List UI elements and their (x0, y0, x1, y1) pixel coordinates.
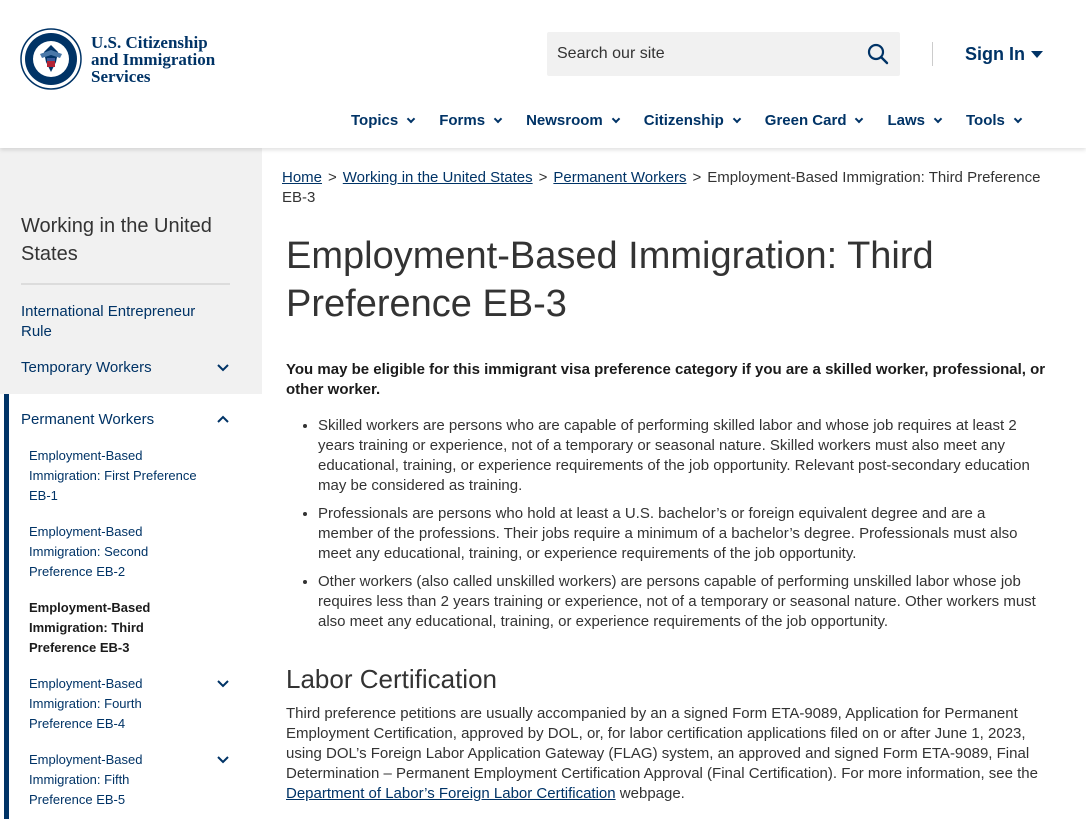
list-item: • Professionals are persons who hold at least a U.S. bachelor’s or foreign equivalent degree and are a member of the professions. Their jobs require a minimum of a bachelor’s degree. Professionals must also meet any educational, training, or experience requirements of the job opportunity. (318, 504, 1042, 564)
breadcrumb-separator: > (692, 169, 702, 186)
logo-line-3: Services (91, 66, 151, 86)
caret-down-icon (1031, 51, 1043, 58)
chevron-down-icon (733, 114, 741, 122)
main-nav (351, 112, 1046, 129)
breadcrumb-working-in-us[interactable]: Working in the United States (342, 169, 533, 186)
sidebar-item-temporary-workers[interactable]: Temporary Workers (21, 359, 152, 376)
uscis-logo[interactable] (20, 28, 215, 90)
chevron-down-icon (1014, 114, 1022, 122)
sign-in-label: Sign In (965, 44, 1025, 64)
page-title: Employment-Based Immigration: Third Preference EB-3 (286, 235, 934, 325)
breadcrumb (282, 168, 1052, 208)
site-header (0, 0, 1086, 148)
chevron-up-icon[interactable] (216, 412, 230, 426)
dol-foreign-labor-link[interactable]: Department of Labor’s Foreign Labor Certification (286, 785, 616, 802)
eligibility-list (318, 416, 1042, 640)
nav-label: Newsroom (526, 112, 603, 129)
sidebar-item-permanent-workers[interactable]: Permanent Workers (21, 411, 155, 428)
nav-tools[interactable] (966, 112, 1021, 129)
sidebar-subitem-eb4[interactable]: Employment-Based Immigration: Fourth Preference EB-4 (29, 676, 143, 731)
nav-label: Laws (887, 112, 925, 129)
sidebar-subitem-eb5[interactable]: Employment-Based Immigration: Fifth Preference EB-5 (29, 752, 143, 807)
sidebar-divider (21, 283, 230, 285)
nav-citizenship[interactable] (644, 112, 740, 129)
breadcrumb-current: Employment-Based Immigration: Third Preference EB-3 (282, 169, 1041, 206)
chevron-down-icon (407, 114, 415, 122)
header-divider (932, 42, 933, 66)
labor-certification-text (286, 704, 1046, 804)
breadcrumb-separator: > (328, 169, 337, 186)
breadcrumb-permanent-workers[interactable]: Permanent Workers (553, 169, 687, 186)
nav-topics[interactable] (351, 112, 414, 129)
paragraph-text: Third preference petitions are usually accompanied by an a signed Form ETA-9089, Application for Permanent Employment Certification, approved by DOL, or, for labor certification applications filed on or after June 1, 2023, using DOL’s Foreign Labor Application Gateway (FLAG) system, an approved and signed Form ETA-9089, Final Determination – Permanent Employment Certification Approval (Final Certification). For more information, see the (286, 705, 1038, 782)
nav-label: Forms (439, 112, 486, 129)
chevron-down-icon[interactable] (216, 361, 230, 375)
logo-line-2: and Immigration (91, 49, 216, 69)
search-box (547, 32, 900, 76)
nav-newsroom[interactable] (526, 112, 619, 129)
sidebar-subitem-eb1[interactable]: Employment-Based Immigration: First Preference EB-1 (29, 448, 197, 503)
nav-label: Green Card (764, 112, 847, 129)
nav-green-card[interactable] (765, 112, 863, 129)
list-item: • Other workers (also called unskilled workers) are persons capable of performing unskilled labor whose job requires less than 2 years training or experience, not of a temporary or seasonal nature. Other workers must also meet any educational, training, or experience requirements of the job opportunity. (318, 572, 1042, 632)
breadcrumb-separator: > (538, 169, 548, 186)
chevron-down-icon[interactable] (216, 753, 230, 767)
chevron-down-icon (494, 114, 502, 122)
dhs-seal-icon (20, 28, 82, 90)
nav-laws[interactable] (887, 112, 941, 129)
search-icon[interactable] (866, 42, 890, 66)
active-section-indicator (4, 394, 9, 819)
chevron-down-icon (612, 114, 620, 122)
nav-label: Tools (966, 112, 1005, 129)
chevron-down-icon (855, 114, 863, 122)
nav-label: Citizenship (643, 112, 724, 129)
breadcrumb-home[interactable]: Home (282, 169, 323, 186)
sign-in-button[interactable] (965, 44, 1043, 65)
chevron-down-icon[interactable] (216, 677, 230, 691)
sidebar-subitem-eb3[interactable]: Employment-Based Immigration: Third Preference EB-3 (29, 600, 151, 655)
logo-line-1: U.S. Citizenship (91, 32, 208, 52)
nav-forms[interactable] (439, 112, 501, 129)
logo-wordmark (91, 34, 215, 85)
intro-text: You may be eligible for this immigrant visa preference category if you are a skilled worker, professional, or other worker. (286, 361, 1046, 398)
sidebar-title[interactable]: Working in the United States (21, 215, 212, 265)
sidebar-nav (0, 148, 262, 819)
main-content (262, 148, 1086, 819)
paragraph-text-end: webpage. (619, 785, 685, 802)
list-item: • Skilled workers are persons who are capable of performing skilled labor and whose job requires at least 2 years training or experience, not of a temporary or seasonal nature. Skilled workers must also meet any educational, training, or experience requirements of the job opportunity. Relevant post-secondary education may be considered as training. (318, 416, 1042, 496)
sidebar-item-international-entrepreneur-rule[interactable]: International Entrepreneur Rule (21, 303, 196, 340)
nav-label: Topics (351, 112, 399, 129)
chevron-down-icon (934, 114, 942, 122)
sidebar-subitem-eb2[interactable]: Employment-Based Immigration: Second Preference EB-2 (29, 524, 149, 579)
search-input[interactable] (547, 45, 847, 63)
section-heading-labor-certification: Labor Certification (286, 664, 497, 694)
